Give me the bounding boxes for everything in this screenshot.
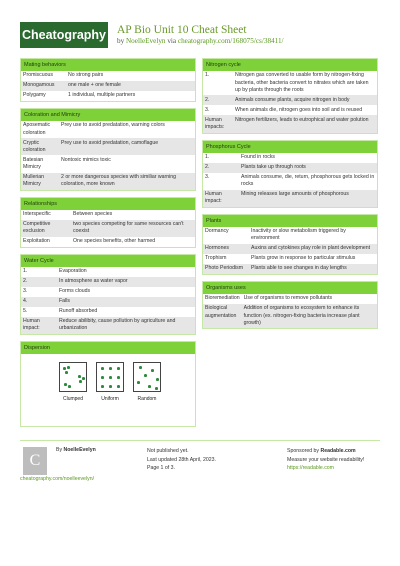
page-count: Page 1 of 3. [147,465,175,471]
table-row [203,153,377,163]
row-value: Animals consume, die, return, phosphorous gets locked in rocks [241,173,375,188]
dot [79,380,82,383]
table-row [203,115,377,132]
row-value: Addition of organisms to ecosystem to enhance its function (ex. nitrogen-fixing bacteria increase plant growth) [242,304,377,328]
table-row [203,304,377,328]
row-key: Exploitation [23,238,50,245]
phosphorus-table [203,153,377,207]
dot [109,385,112,388]
row-key: Batesian Mimicry [23,156,44,170]
table-row [21,121,195,138]
footer-publish-info [147,447,216,473]
table-row [21,237,195,247]
table-row [21,210,195,220]
section-title: Nitrogen cycle [203,59,377,71]
avatar: C [23,447,47,475]
row-key: Bioremediation [205,295,240,302]
section-plants [202,214,378,275]
table-row [21,267,195,277]
dot [151,369,154,372]
footer-author [56,447,96,453]
sponsor-prefix: Sponsored by [287,448,321,454]
row-key: Monogamous [21,81,66,91]
sheet-byline [117,37,284,45]
row-key: Human impacts: [203,115,233,132]
table-row [203,244,377,254]
sponsor-url-link[interactable]: https://readable.com [287,465,335,471]
row-value: Between species [73,211,113,218]
row-value: Use of organisms to remove pollutants [243,295,333,302]
row-key: Photo Periodism [203,264,249,274]
section-phosphorus [202,140,378,208]
relationships-table [21,210,195,247]
section-title: Dispersion [21,342,195,354]
dot [156,378,159,381]
row-key: Mullerian Mimicry [21,173,59,190]
row-key: Polygamy [23,92,46,99]
row-key: Cryptic coloration [21,138,59,155]
row-value: Reduce abilibity, cause pollution by agriculture and urbanization [57,317,195,334]
row-value: Evaporation [59,268,87,275]
dot [65,371,68,374]
table-row [203,95,377,105]
section-title: Coloration and Mimicry [21,109,195,121]
table-row [21,81,195,91]
table-row [21,91,195,101]
table-row [21,277,195,287]
row-value: Nitrogen gas converted to usable form by nitrogen-fixing bacteria, other bacteria convert to nitrates which are taken up by plants through the roots [235,72,369,93]
organisms-table [203,294,377,328]
section-title: Relationships [21,198,195,210]
uniform-label: Uniform [101,395,119,402]
section-coloration [20,108,196,191]
table-row [203,105,377,115]
table-row [21,71,195,81]
row-value: Plants grow in response to particular stimulus [251,255,356,262]
footer-by-label: By [56,447,64,453]
row-value: Plants able to see changes in day lengths [249,264,377,274]
row-value: One species benefits, other harmed [73,238,156,245]
dot [117,367,120,370]
row-value: Runoff absorbed [59,308,98,315]
dot [144,374,147,377]
water-table [21,267,195,334]
section-title: Plants [203,215,377,227]
row-value: When animals die, nitrogen goes into soil and is reused [235,106,363,113]
dispersion-figure [21,354,195,426]
section-relationships [20,197,196,248]
row-key: Human impact: [203,190,239,207]
plants-table [203,227,377,274]
row-key: Aposematic coloration [23,122,51,136]
row-value: No strong pairs [68,72,104,79]
clumped-box [59,362,87,392]
table-row [21,287,195,297]
row-key: 1. [205,153,210,160]
dot [137,381,140,384]
row-value: Nontoxic mimics toxic [61,156,111,163]
row-value: Nitrogen fertilizers, leads to eutrophical and water polution [233,115,377,132]
dot [117,385,120,388]
random-label: Random [137,395,157,402]
table-row [203,163,377,173]
table-row [21,173,195,190]
row-key: 1. [205,72,210,79]
uniform-box [96,362,124,392]
section-organisms [202,281,378,329]
section-title: Water Cycle [21,255,195,267]
row-value: Prey use to avoid predatation, warning colors [61,122,165,129]
dot [63,367,66,370]
table-row [21,220,195,237]
row-value: In atmosphere as water vapor [57,277,195,287]
random-box [133,362,161,392]
footer-sponsor [287,447,364,473]
published-status: Not published yet. [147,448,189,454]
sponsor-tagline: Measure your website readability! [287,456,365,463]
row-value: Mining releases large amounts of phosphorous [239,190,377,207]
table-row [21,138,195,155]
dot [101,376,104,379]
row-key: 3. [23,288,28,295]
row-key: Hormones [203,244,249,254]
row-value: Found in rocks [241,153,276,160]
table-row [203,264,377,274]
row-key: Promiscuous [23,72,53,79]
table-row [203,254,377,264]
sheet-url-link[interactable]: cheatography.com/168075/cs/38411/ [177,37,284,45]
row-key: Human impact: [21,317,57,334]
row-key: 2. [203,95,233,105]
row-key: Biological augmentation [203,304,242,328]
section-mating [20,58,196,102]
row-key: Dormancy [205,228,229,235]
header [0,0,400,56]
last-updated: Last updated 28th April, 2023. [147,456,216,463]
row-key: 2. [21,277,57,287]
via-text: via [165,37,178,45]
table-row [203,227,377,244]
section-nitrogen [202,58,378,134]
row-value: Auxins and cytokines play role in plant development [249,244,377,254]
row-value: Forms clouds [59,288,91,295]
dot [82,377,85,380]
dot [64,383,67,386]
dot [109,367,112,370]
row-value: Falls [57,297,195,307]
nitrogen-table [203,71,377,133]
dot [148,385,151,388]
dot [68,385,71,388]
author-link[interactable]: NoelleEvelyn [125,37,166,45]
coloration-table [21,121,195,190]
table-row [203,190,377,207]
sheet-title: AP Bio Unit 10 Cheat Sheet [117,24,247,36]
row-key: 4. [21,297,57,307]
row-value: Prey use to avoid predatation, camoflague [59,138,195,155]
sponsor-name[interactable]: Readable.com [320,448,356,454]
row-key: 1. [23,268,28,275]
section-water-cycle [20,254,196,335]
by-prefix: by [117,37,126,45]
section-dispersion [20,341,196,427]
table-row [203,173,377,190]
dot [109,376,112,379]
dot [155,387,158,390]
row-value: Plants take up through roots [239,163,377,173]
row-value: Animals consume plants, acquire nitrogen in body [233,95,377,105]
dot [139,366,142,369]
table-row [21,317,195,334]
row-value: Inactivity or slow metabolism triggered by environment [251,228,346,242]
row-value: two species competing for same resources can't coexist [71,220,195,237]
table-row [203,71,377,95]
dot [117,376,120,379]
section-title: Mating behaviors [21,59,195,71]
table-row [21,297,195,307]
row-key: Competitive exclusion [21,220,71,237]
dot [67,366,70,369]
right-column [202,58,378,335]
row-key: Interspecific [23,211,51,218]
row-key: 3. [205,173,210,180]
table-row [21,155,195,172]
cheatography-logo[interactable]: Cheatography [20,22,108,48]
row-key: 3. [205,106,210,113]
profile-url-link[interactable]: cheatography.com/noelleevelyn/ [20,476,95,482]
row-value: one male + one female [66,81,195,91]
section-title: Organisms uses [203,282,377,294]
row-key: Trophism [205,255,227,262]
mating-table [21,71,195,101]
row-key: 5. [23,308,28,315]
footer-author-link[interactable]: NoelleEvelyn [63,447,96,453]
left-column [20,58,196,433]
row-value: 1 individual, multiple partners [68,92,136,99]
dot [101,385,104,388]
table-row [203,294,377,304]
table-row [21,307,195,317]
dot [101,367,104,370]
clumped-label: Clumped [62,395,83,402]
row-key: 2. [203,163,239,173]
section-title: Phosphorus Cycle [203,141,377,153]
row-value: 2 or more dangerous species with similiar warning coloration, more known [59,173,195,190]
dot [78,375,81,378]
